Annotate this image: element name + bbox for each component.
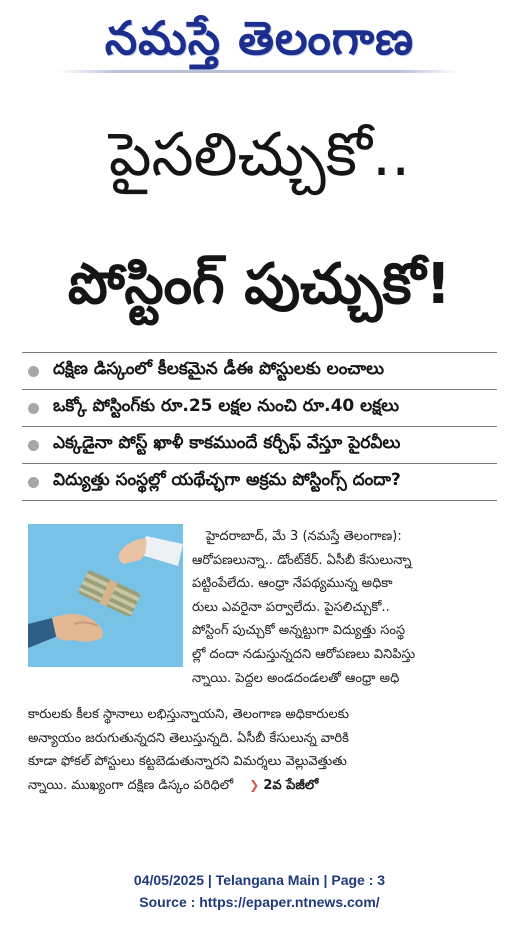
article-line: ల్లో దందా నడుస్తున్నదని ఆరోపణలు వినిపిస్తు [192, 646, 416, 662]
bullet-text: ఒక్కో పోస్టింగ్‌కు రూ.25 లక్షల నుంచి రూ.40 లక్షలు [53, 396, 400, 416]
money-handover-illustration [28, 524, 183, 667]
continued-on-page-link[interactable] [237, 774, 318, 798]
newspaper-logo: నమస్తే తెలంగాణ [104, 11, 415, 65]
article-line: పట్టింపేలేదు. ఆంధ్రా నేపథ్యమున్న అధికా [192, 576, 393, 592]
bullet-text: దక్షిణ డిస్కంలో కీలకమైన డీఈ పోస్టులకు లంచాలు [53, 359, 385, 379]
headline-text-1: పైసలిచ్చుకో.. [108, 120, 411, 190]
headline-text-2: పోస్టింగ్ పుచ్చుకో! [67, 252, 452, 317]
continued-label: 2వ పేజీలో [263, 777, 319, 793]
bullet-list [22, 352, 497, 501]
bullet-text: విద్యుత్తు సంస్థల్లో యథేచ్ఛగా అక్రమ పోస్టింగ్స్ దందా? [53, 470, 401, 490]
bullet-item [22, 390, 497, 427]
bullet-item [22, 352, 497, 390]
arrow-right-icon: ❯ [249, 777, 260, 792]
money-handover-image [28, 524, 183, 667]
article-line: కూడా ఫోకల్ పోస్టులు కట్టబెడుతున్నారని విమర్శలు వెల్లువెత్తుతు [28, 754, 347, 770]
article-line: ఆరోపణలున్నా.. డోంట్‌కేర్. ఏసీబీ కేసులున్నా [192, 552, 412, 568]
article-column-beside-photo [192, 525, 497, 690]
bullet-text: ఎక్కడైనా పోస్ట్ ఖాళీ కాకముందే కర్చీఫ్ వేస్తూ పైరవీలు [53, 433, 401, 453]
footer-source-link[interactable]: Source : https://epaper.ntnews.com/ [139, 894, 380, 910]
article-line: న్నాయి. పెద్దల అండదండలతో ఆంధ్రా అధి [192, 670, 400, 686]
article-line: కారులకు కీలక స్థానాలు లభిస్తున్నాయని, తెలంగాణ అధికారులకు [28, 707, 349, 722]
bullet-dot-icon [28, 440, 39, 451]
article-line: రులు ఎవరైనా పర్వాలేదు. పైసలిచ్చుకో.. [192, 599, 390, 615]
headline-line-1 [0, 110, 519, 200]
page-footer [0, 869, 519, 913]
bullet-dot-icon [28, 477, 39, 488]
article-column-full [28, 703, 498, 797]
headline-line-2 [0, 242, 519, 328]
article-line: హైదరాబాద్, మే 3 (నమస్తే తెలంగాణ): [206, 529, 402, 544]
bullet-dot-icon [28, 366, 39, 377]
bullet-item [22, 464, 497, 501]
bullet-item [22, 427, 497, 464]
bullet-dot-icon [28, 403, 39, 414]
article-line: పోస్టింగ్ పుచ్చుకో అన్నట్టుగా విద్యుత్తు సంస్థ [192, 623, 406, 639]
article-line: అన్యాయం జరుగుతున్నదని తెలుస్తున్నది. ఏసీబీ కేసులున్న వారికి [28, 730, 349, 746]
masthead [0, 6, 519, 86]
article-last-line [28, 774, 498, 798]
footer-edition-info: 04/05/2025 | Telangana Main | Page : 3 [133, 872, 386, 888]
article-line: న్నాయి. ముఖ్యంగా దక్షిణ డిస్కం పరిధిలో [28, 777, 234, 793]
masthead-rule [58, 70, 459, 73]
